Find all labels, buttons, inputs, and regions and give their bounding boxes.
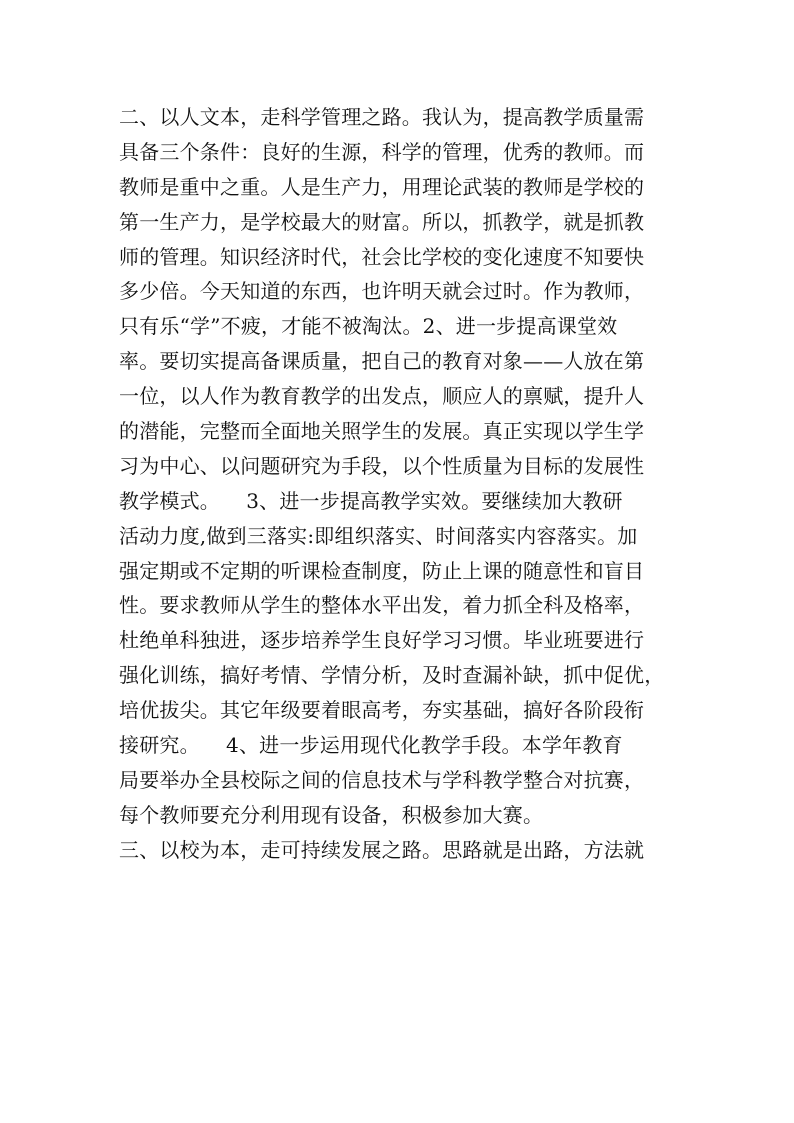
text-line: 只有乐“学”不疲，才能不被淘汰。2、进一步提高课堂效 (119, 314, 618, 339)
text-line: 的潜能，完整而全面地关照学生的发展。真正实现以学生学 (119, 419, 645, 444)
text-line: 三、以校为本，走可持续发展之路。思路就是出路，方法就 (119, 837, 645, 862)
text-line: 强化训练，搞好考情、学情分析，及时查漏补缺，抓中促优， (119, 663, 665, 688)
text-line: 一位，以人作为教育教学的出发点，顺应人的禀赋，提升人 (119, 384, 645, 409)
text-line: 接研究。 4、进一步运用现代化教学手段。本学年教育 (119, 733, 623, 758)
text-line: 教师是重中之重。人是生产力，用理论武装的教师是学校的 (119, 174, 645, 199)
text-line: 具备三个条件：良好的生源，科学的管理，优秀的教师。而 (119, 139, 645, 164)
text-line: 二、以人文本，走科学管理之路。我认为，提高教学质量需 (119, 105, 645, 129)
text-line: 多少倍。今天知道的东西，也许明天就会过时。作为教师， (119, 279, 645, 304)
text-line: 杜绝单科独进，逐步培养学生良好学习习惯。毕业班要进行 (119, 628, 645, 653)
text-line: 每个教师要充分利用现有设备，积极参加大赛。 (119, 802, 544, 827)
body-text (119, 100, 699, 868)
text-line: 第一生产力，是学校最大的财富。所以，抓教学，就是抓教 (119, 209, 645, 234)
text-line: 率。要切实提高备课质量，把自己的教育对象——人放在第 (119, 349, 645, 374)
text-line: 性。要求教师从学生的整体水平出发，着力抓全科及格率， (119, 593, 645, 618)
text-line: 局要举办全县校际之间的信息技术与学科教学整合对抗赛， (119, 767, 645, 792)
text-line: 培优拔尖。其它年级要着眼高考，夯实基础，搞好各阶段衔 (119, 698, 645, 723)
text-line: 活动力度,做到三落实:即组织落实、时间落实内容落实。加 (119, 523, 638, 548)
text-line: 习为中心、以问题研究为手段，以个性质量为目标的发展性 (119, 453, 645, 478)
text-line: 师的管理。知识经济时代，社会比学校的变化速度不知要快 (119, 244, 645, 269)
text-line: 强定期或不定期的听课检查制度，防止上课的随意性和盲目 (119, 558, 645, 583)
text-line: 教学模式。 3、进一步提高教学实效。要继续加大教研 (119, 488, 623, 513)
